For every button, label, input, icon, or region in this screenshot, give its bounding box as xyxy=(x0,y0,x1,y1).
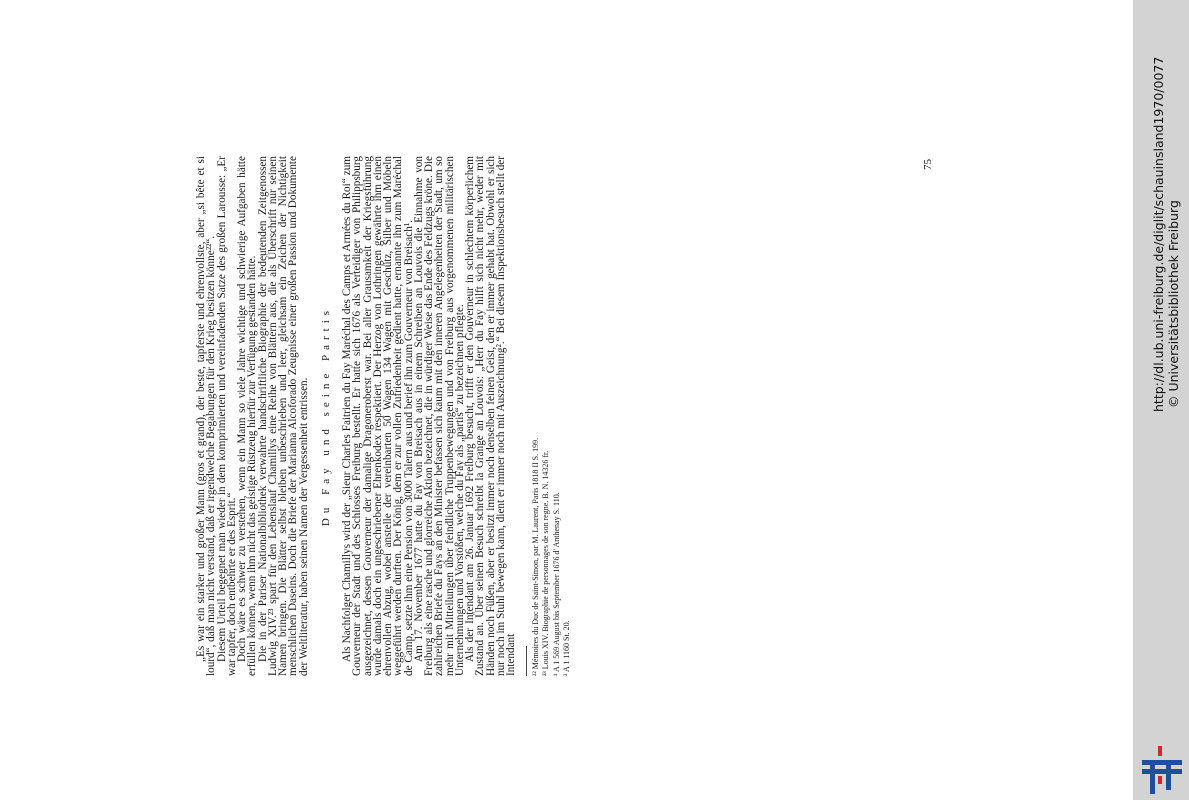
paragraph: Doch wäre es schwer zu verstehen, wenn ein Mann so viele Jahre wichtige und schwierige Aufgaben hätte erfüllen können, wenn ihm nicht das geistige Rüstzeug hierfür zur Verfügung gestanden hätte. xyxy=(236,156,259,676)
paragraph: Diesem Urteil begegnet man wieder in dem komprimierten und vereinfadenden Satze des großen Larousse: „Er war tapfer, doch entbehrte er des Esprit.“ xyxy=(215,156,238,676)
paragraph: Am 17. November 1677 hatte du Fay von Breisach aus in einem Schreiben an Louvois die Einnahme von Freiburg als eine rasche und glorreiche Aktion bezeichnet, die in würdiger Weise das Ende des Feldzugs kröne. Die zahlreichen Briefe du Fays an den Minister befassen sich kaum mit den inneren Angelegenheiten der Stadt, um so mehr mit Mitteilungen über feindliche Truppenbewegungen und von Freiburg aus vorgenommenen militärischen Unternehmungen und Vorstößen, welche du Fay als „partis“ zu bezeichnen pflegte. xyxy=(412,156,466,676)
page-text-block xyxy=(196,156,956,676)
source-url-link[interactable]: http://dl.ub.uni-freiburg.de/diglit/schauinsland1970/0077 xyxy=(1151,56,1166,412)
logo-red-bar xyxy=(1158,776,1162,784)
logo-red-bar xyxy=(1158,746,1162,756)
paragraph: Die in der Pariser Nationalbibliothek verwahrte handschriftliche Biographie der bedeutenden Zeitgenossen Ludwig XIV.²³ spart für den Lebenslauf Chamillys eine Reihe von Blättern aus, die als Überschrift nur seinen Namen bringen. Die Blätter selbst bleiben unbeschrieben und leer, gleichsam ein Zeichen der Nichtigkeit menschlichen Daseins. Doch die Briefe der Marianna Alcoforado Zeugnisse einer großen Passion und Dokumente der Weltliteratur, haben seinen Namen der Vergessenheit entrissen. xyxy=(256,156,310,676)
footnote: ²³ Louis XIV. Biographie de personnages de son regne. B. N. 14326 fr. xyxy=(541,450,551,676)
logo-blue-bar xyxy=(1142,769,1182,774)
logo-blue-bar xyxy=(1150,760,1155,794)
footnote: ²² Mémoires du Duc de Saint-Simon, par M. Laurent, Paris 1818 II S. 199. xyxy=(531,437,541,676)
logo-blue-bar xyxy=(1142,760,1182,765)
copyright-notice: © Universitätsbibliothek Freiburg xyxy=(1166,200,1181,408)
footnote: ² A 1 1160 St. 20. xyxy=(561,620,571,676)
paragraph: Als Nachfolger Chamillys wird der „Sieur Charles Faitrien du Fay Maréchal des Camps et Armées du Roi“ zum Gouverneur der Stadt und des Schlosses Freiburg bestellt. Er hatte sich 1676 als Verteidiger von Philippsburg ausgezeichnet, dessen Gouverneur der damalige Dragoneroberst war. Bei aller Grausamkeit der Kriegsführung wurde damals doch ein ungeschriebener Ehrenkodex respektiert. Der Herzog von Lothringen gewährte ihm einen ehrenvollen Abzug, wobei anstelle der vereinbarten 50 Wagen 134 Wagen mit Geschütz, Silber und Möbeln weggeführt werden durften. Der König, dem er zur vollen Zufriedenheit gedient hatte, ernannte ihn zum Maréchal de Camp, setzte ihm eine Pension von 3000 Talern aus und berief ihn zum Gouverneur von Breisach¹. xyxy=(341,156,415,676)
paragraph: Als der Intendant am 26. Januar 1692 Freiburg besucht, trifft er den Gouverneur in schlechtem körperlichem Zustand an. Über seinen Besuch schreibt la Grange an Louvois: „Herr du Fay hilft sich nicht mehr, weder mit Händen noch Füßen, aber er besitzt immer noch denselben feinen Geist, den er immer gehabt hat. Obwohl er sich nur noch im Stuhl bewegen kann, dient er immer noch mit Auszeichnung².“ Bei diesem Inspektionsbesuch stellt der Intendant xyxy=(464,156,517,676)
section-title: Du Fay und seine Partis xyxy=(319,305,332,527)
footnote-divider xyxy=(526,646,527,676)
logo-blue-bar xyxy=(1166,760,1171,790)
paragraph: „Es war ein starker und großer Mann (gros et grand), der beste, tapferste und ehrenvollste, aber „si bête et si lourd“, daß man nicht verstand, daß er irgendwelche Begabungen für den Krieg besitzen könne²²“. xyxy=(195,156,218,676)
page-number: 75 xyxy=(922,159,934,170)
footnote: ¹ A 1 569 August bis September 1676 d' Anthenay S. 110. xyxy=(551,492,561,676)
ub-freiburg-logo-icon xyxy=(1140,746,1184,794)
